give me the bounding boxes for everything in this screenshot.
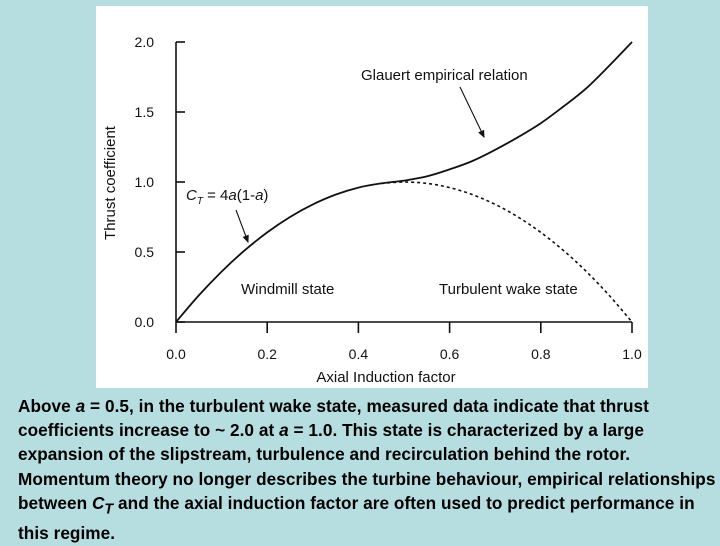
x-tick-label: 0.4 bbox=[348, 346, 369, 362]
glauert-arrow bbox=[460, 87, 484, 137]
x-tick-label: 0.8 bbox=[531, 346, 551, 362]
y-axis-title: Thrust coefficient bbox=[102, 126, 119, 240]
x-tick-label: 1.0 bbox=[622, 346, 642, 362]
glauert-empirical-curve bbox=[176, 42, 632, 322]
windmill-state-label: Windmill state bbox=[241, 281, 335, 298]
y-tick-label: 0.5 bbox=[134, 244, 154, 260]
y-tick-label: 2.0 bbox=[134, 34, 154, 50]
x-axis-title: Axial Induction factor bbox=[316, 369, 456, 386]
y-tick-label: 1.5 bbox=[134, 104, 154, 120]
y-tick-label: 0.0 bbox=[134, 314, 154, 330]
glauert-label: Glauert empirical relation bbox=[361, 67, 528, 84]
momentum-theory-curve bbox=[381, 182, 632, 322]
y-ticks bbox=[135, 34, 185, 330]
x-tick-label: 0.6 bbox=[439, 346, 460, 362]
ct-formula-label: $C_T = 4a(1-a)$ bbox=[186, 187, 269, 207]
x-ticks bbox=[166, 322, 642, 362]
thrust-coefficient-chart bbox=[96, 6, 648, 388]
figure-panel bbox=[96, 6, 648, 388]
ct-formula-arrow bbox=[236, 210, 248, 242]
turbulent-wake-label: Turbulent wake state bbox=[439, 281, 578, 298]
x-tick-label: 0.2 bbox=[257, 346, 277, 362]
caption-text: Above a = 0.5, in the turbulent wake state, measured data indicate that thrust coefficients increase to ~ 2.0 at a = 1.0. This state is characterized by a large expansion of the slipstream, turbulence and recirculation behind the rotor. Momentum theory no longer describes the turbine behaviour, empirical relationships between $C_T$ and the axial induction factor are often used to predict performance in this regime. bbox=[18, 396, 716, 544]
y-tick-label: 1.0 bbox=[134, 174, 154, 190]
x-tick-label: 0.0 bbox=[166, 346, 186, 362]
